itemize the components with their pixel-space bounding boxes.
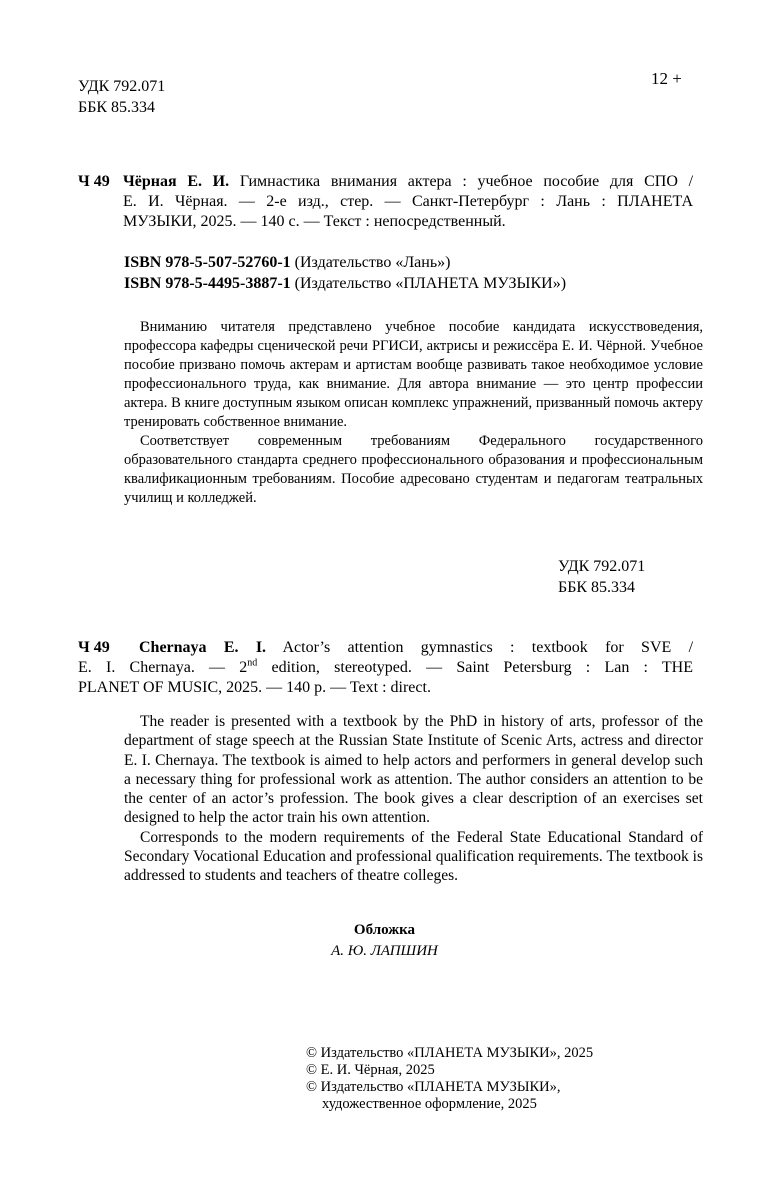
annotation-paragraph: Вниманию читателя представлено учебное пособие кандидата искусствоведения, профессора кафедры сценической речи РГИСИ, актрисы и режиссёра Е. И. Чёрной. Учебное пособие призвано помочь актерам и артистам вообще развивать такое необходимое условие профессионального труда, как внимание. Для автора внимание — это центр профессии актера. В книге доступным языком описан комплекс упражнений, призванный помочь актеру тренировать собственное внимание. [124,319,703,430]
copyright-line: © Е. И. Чёрная, 2025 [306,1062,435,1078]
isbn-block [124,252,566,294]
annotation-paragraph: Соответствует современным требованиям Федерального государственного образовательного стандарта среднего профессионального образования и профессиональным квалификационным требованиям. Пособие адресовано студентам и педагогам театральных училищ и колледжей. [124,433,703,506]
annotation-ru [124,318,703,508]
isbn-publisher: (Издательство «ПЛАНЕТА МУЗЫКИ») [294,275,567,292]
bib-line-1 [123,172,693,192]
classification-top [78,76,165,118]
bibliographic-record-en [78,638,693,698]
copyright-line: © Издательство «ПЛАНЕТА МУЗЫКИ», 2025 [306,1045,594,1061]
author-name: Chernaya E. I. [139,639,267,656]
isbn-code: ISBN 978-5-4495-3887-1 [124,275,291,292]
isbn-code: ISBN 978-5-507-52760-1 [124,254,291,271]
copyright-line: © Издательство «ПЛАНЕТА МУЗЫКИ», [306,1079,561,1095]
annotation-paragraph: Corresponds to the modern requirements of the Federal State Educational Standard of Secondary Vocational Education and professional qualification requirements. The textbook is addressed to students and teachers of theatre colleges. [124,828,703,885]
udk-code: УДК 792.071 [78,78,166,95]
udk-code: УДК 792.071 [558,558,646,575]
bib-line-3: МУЗЫКИ, 2025. — 140 с. — Текст : непосредственный. [123,213,506,230]
classification-mid [558,556,645,598]
bibliographic-record-ru [78,172,693,232]
title-text: Actor’s attention gymnastics : textbook for SVE / [282,639,694,656]
isbn-row [124,252,566,273]
bbk-code: ББК 85.334 [558,579,636,596]
author-name: Чёрная Е. И. [123,173,230,190]
bib-line-1 [139,638,693,658]
copyright-block [306,1045,593,1113]
bib-line-2: Е. И. Чёрная. — 2-е изд., стер. — Санкт-Петербург : Лань : ПЛАНЕТА [123,193,693,210]
author-cipher: Ч 49 [78,639,110,656]
author-cipher: Ч 49 [78,173,110,190]
copyright-line: художественное оформление, 2025 [322,1096,537,1112]
cover-designer: А. Ю. ЛАПШИН [331,943,438,959]
annotation-paragraph: The reader is presented with a textbook by the PhD in history of arts, professor of the department of stage speech at the Russian State Institute of Scenic Arts, actress and director E. I. Chernaya. The textbook is aimed to help actors and performers in general develop such a necessary thing for professional work as attention. The author considers an attention to be the center of an actor’s profession. The book gives a clear description of an exercises set designed to help the actor train his own attention. [124,713,703,827]
bib-line-3: PLANET OF MUSIC, 2025. — 140 p. — Text : direct. [78,679,431,696]
age-rating: 12 + [651,69,682,88]
isbn-row [124,273,566,294]
isbn-publisher: (Издательство «Лань») [294,254,451,271]
cover-label: Обложка [353,922,416,938]
edition-superscript: nd [247,657,258,669]
annotation-en [124,712,703,886]
bbk-code: ББК 85.334 [78,99,156,116]
title-text: Гимнастика внимания актера : учебное пособие для СПО / [239,173,694,190]
bib-line-2: E. I. Chernaya. — 2nd edition, stereotyped. — Saint Petersburg : Lan : THE [78,657,694,676]
